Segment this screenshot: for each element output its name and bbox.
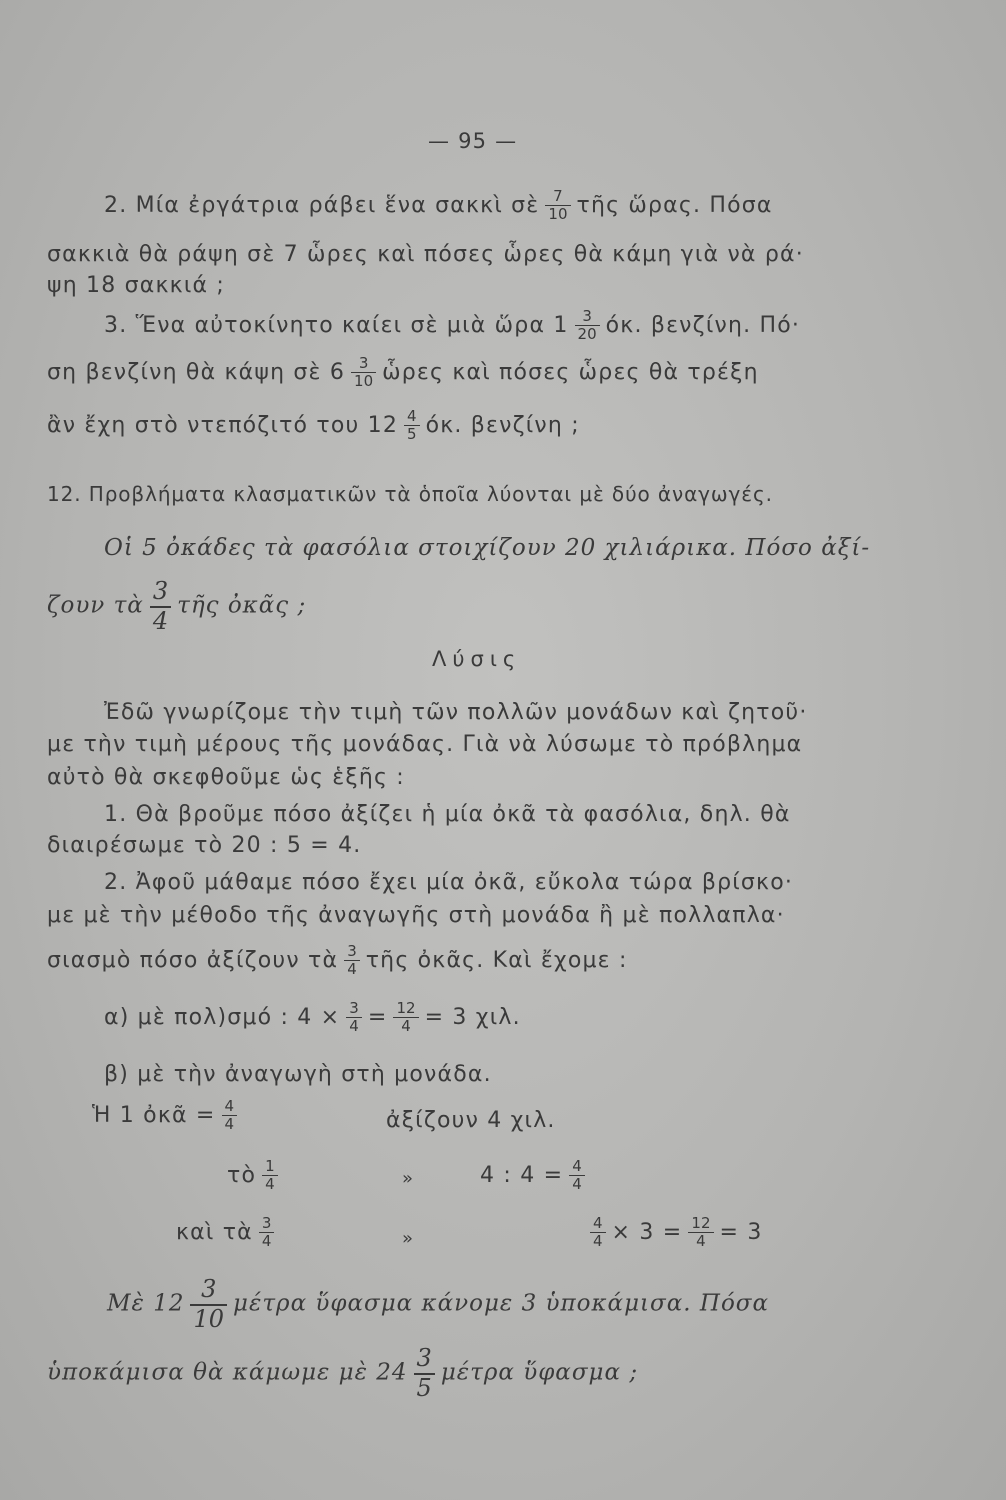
denominator: 4 — [688, 1232, 713, 1250]
numerator: 3 — [201, 1275, 217, 1303]
denominator: 5 — [414, 1373, 435, 1403]
equals-sign: = — [367, 1004, 388, 1030]
fraction-4-4 — [590, 1215, 606, 1251]
fraction-3-4 — [346, 1000, 362, 1036]
numerator: 4 — [572, 1157, 582, 1175]
numerator: 4 — [224, 1097, 235, 1115]
fraction-3-4 — [150, 578, 171, 635]
text: 4 : 4 = — [480, 1162, 564, 1188]
denominator: 4 — [346, 1017, 362, 1035]
example-problem-line-1: Οἱ 5 ὀκάδες τὰ φασόλια στοιχίζουν 20 χιλιάρικα. Πόσο ἀξί- — [104, 535, 871, 561]
table-row-1-value: ἀξίζουν 4 χιλ. — [386, 1108, 556, 1133]
text: μέτρα ὕφασμα ; — [440, 1359, 639, 1386]
example-problem-line-2 — [47, 578, 306, 635]
method-a-line — [104, 1000, 521, 1036]
solution-line-6: 2. Ἀφοῦ μάθαμε πόσο ἔχει μία ὀκᾶ, εὔκολα τώρα βρίσκο· — [104, 870, 794, 895]
numerator: 4 — [593, 1214, 603, 1232]
text: καὶ τὰ — [176, 1219, 253, 1245]
fraction-1-4 — [262, 1158, 278, 1194]
fraction-3-4 — [344, 943, 360, 979]
table-row-2-ditto: » — [402, 1168, 415, 1189]
numerator: 7 — [553, 187, 563, 205]
solution-line-8 — [47, 943, 628, 979]
numerator: 1 — [265, 1157, 275, 1175]
text: σιασμὸ πόσο ἀξίζουν τὰ — [47, 947, 339, 973]
table-row-3-label — [176, 1215, 280, 1251]
problem-3-line-1 — [104, 308, 800, 344]
fraction-12-4 — [688, 1215, 713, 1251]
table-row-3-ditto: » — [402, 1228, 415, 1249]
text: τῆς ὥρας. Πόσα — [576, 192, 773, 218]
numerator: 12 — [691, 1214, 711, 1232]
next-problem-line-2 — [47, 1345, 638, 1402]
fraction-3-4 — [259, 1215, 275, 1251]
fraction-4-4 — [222, 1098, 238, 1134]
text: όκ. βενζίνη. Πό· — [605, 312, 801, 338]
table-row-2-value — [480, 1158, 591, 1194]
solution-line-7: με μὲ τὴν μέθοδο τῆς ἀναγωγῆς στὴ μονάδα ἢ μὲ πολλαπλα· — [47, 903, 785, 928]
denominator: 10 — [351, 372, 376, 390]
table-row-2-label — [227, 1158, 284, 1194]
denominator: 5 — [404, 425, 420, 443]
next-problem-line-1 — [107, 1276, 769, 1333]
problem-3-line-2 — [47, 355, 759, 391]
fraction-3-10 — [190, 1276, 227, 1333]
table-row-1-label — [92, 1098, 243, 1134]
table-row-3-value — [584, 1215, 763, 1251]
text: μέτρα ὕφασμα κάνομε 3 ὑποκάμισα. Πόσα — [233, 1290, 770, 1317]
fraction-4-4 — [569, 1158, 585, 1194]
problem-2-line-1 — [104, 188, 773, 224]
numerator: 3 — [358, 354, 369, 372]
denominator: 4 — [150, 606, 171, 636]
numerator: 3 — [349, 999, 359, 1017]
solution-line-4: 1. Θὰ βροῦμε πόσο ἀξίζει ἡ μία ὀκᾶ τὰ φασόλια, δηλ. θὰ — [104, 802, 791, 827]
problem-2-line-3: ψη 18 σακκιά ; — [47, 273, 225, 298]
text: 2. Μία ἐργάτρια ράβει ἕνα σακκὶ σὲ — [104, 192, 540, 218]
numerator: 3 — [582, 307, 592, 325]
solution-line-5: διαιρέσωμε τὸ 20 : 5 = 4. — [47, 833, 362, 858]
fraction-3-5 — [414, 1345, 435, 1402]
text: = 3 χιλ. — [424, 1004, 521, 1030]
problem-3-line-3 — [47, 408, 580, 444]
numerator: 12 — [396, 999, 416, 1017]
text: τῆς ὀκᾶς ; — [177, 592, 307, 619]
numerator: 3 — [416, 1344, 432, 1372]
method-b-line: β) μὲ τὴν ἀναγωγὴ στὴ μονάδα. — [104, 1062, 492, 1087]
text: ὑποκάμισα θὰ κάμωμε μὲ 24 — [47, 1359, 408, 1386]
fraction-3-10 — [351, 355, 376, 391]
numerator: 3 — [347, 942, 357, 960]
section-heading: 12. Προβλήματα κλασματικῶν τὰ ὁποῖα λύονται μὲ δύο ἀναγωγές. — [47, 482, 773, 506]
fraction-4-5 — [404, 408, 420, 444]
denominator: 10 — [190, 1304, 227, 1334]
text: = 3 — [719, 1219, 763, 1245]
text: α) μὲ πολ)σμό : 4 × — [104, 1004, 341, 1030]
text: × 3 = — [611, 1219, 683, 1245]
problem-2-line-2: σακκιὰ θὰ ράψη σὲ 7 ὧρες καὶ πόσες ὧρες θὰ κάμη γιὰ νὰ ρά· — [47, 242, 804, 267]
fraction-7-10 — [545, 188, 570, 224]
text: τὸ — [227, 1162, 257, 1188]
text: ση βενζίνη θὰ κάψη σὲ 6 — [47, 359, 346, 385]
text: ζουν τὰ — [47, 592, 144, 619]
text: τῆς ὀκᾶς. Καὶ ἔχομε : — [365, 947, 628, 973]
text: ὧρες καὶ πόσες ὧρες θὰ τρέξη — [382, 359, 759, 385]
fraction-3-20 — [575, 308, 600, 344]
page-number: — 95 — — [428, 129, 518, 153]
denominator: 4 — [590, 1232, 606, 1250]
denominator: 4 — [569, 1175, 585, 1193]
solution-line-3: αὐτὸ θὰ σκεφθοῦμε ὡς ἑξῆς : — [47, 765, 405, 790]
denominator: 20 — [575, 325, 600, 343]
denominator: 4 — [262, 1175, 278, 1193]
text: ἂν ἔχη στὸ ντεπόζιτό του 12 — [47, 412, 399, 438]
numerator: 3 — [261, 1214, 272, 1232]
numerator: 4 — [407, 407, 417, 425]
text: Ἡ 1 ὀκᾶ = — [92, 1102, 216, 1128]
numerator: 3 — [152, 577, 169, 605]
solution-line-2: με τὴν τιμὴ μέρους τῆς μονάδας. Γιὰ νὰ λύσωμε τὸ πρόβλημα — [47, 732, 803, 757]
denominator: 4 — [393, 1017, 418, 1035]
text: όκ. βενζίνη ; — [425, 412, 580, 438]
denominator: 4 — [344, 960, 360, 978]
text: 3. Ἕνα αὐτοκίνητο καίει σὲ μιὰ ὥρα 1 — [104, 312, 569, 338]
denominator: 4 — [222, 1115, 238, 1133]
denominator: 4 — [259, 1232, 275, 1250]
solution-line-1: Ἐδῶ γνωρίζομε τὴν τιμὴ τῶν πολλῶν μονάδων καὶ ζητοῦ· — [104, 700, 808, 725]
fraction-12-4 — [393, 1000, 418, 1036]
solution-title: Λύσις — [432, 647, 522, 671]
text: Μὲ 12 — [107, 1290, 185, 1317]
denominator: 10 — [545, 205, 570, 223]
